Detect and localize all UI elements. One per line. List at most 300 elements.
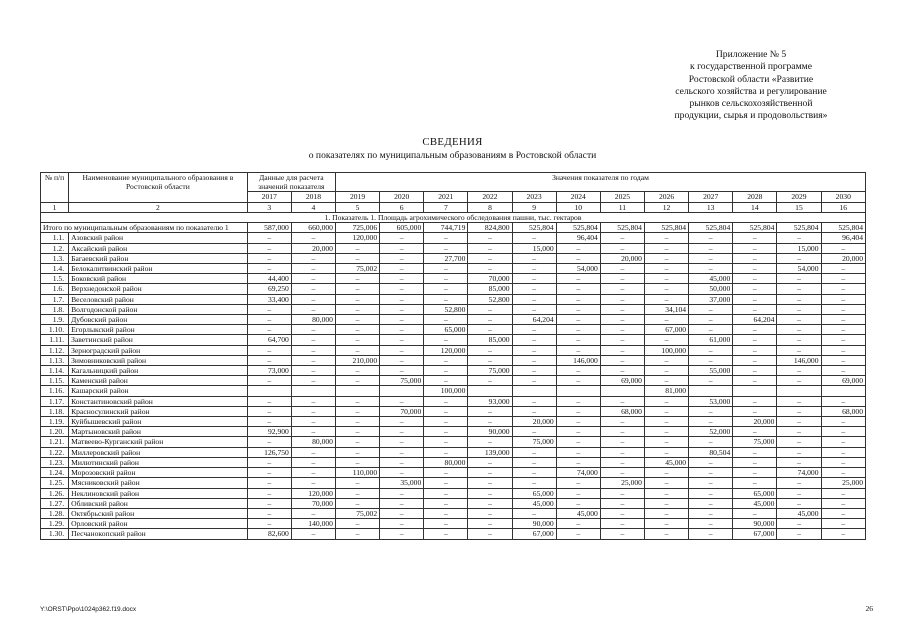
value-cell: – [247,345,291,355]
value-cell: – [644,427,688,437]
value-cell: 35,000 [380,478,424,488]
row-number: 1.22. [41,447,69,457]
value-cell: – [733,406,777,416]
value-cell: – [512,294,556,304]
table-row [41,396,866,406]
value-cell: – [733,304,777,314]
value-cell: – [733,508,777,518]
value-cell: – [689,355,733,365]
value-cell: – [468,345,512,355]
value-cell: – [380,325,424,335]
table-row [41,366,866,376]
table-row [41,253,866,263]
value-cell: – [468,417,512,427]
value-cell: – [600,498,644,508]
district-name: Красносулинский район [69,406,248,416]
value-cell: – [247,233,291,243]
value-cell: 34,104 [644,304,688,314]
value-cell: – [247,437,291,447]
value-cell: – [424,366,468,376]
value-cell: – [821,519,865,529]
value-cell: – [468,304,512,314]
year-header-cell: 2023 [512,192,556,202]
value-cell: – [291,284,335,294]
table-row [41,406,866,416]
value-cell: – [512,396,556,406]
value-cell: – [468,457,512,467]
value-cell: – [600,243,644,253]
value-cell: – [512,406,556,416]
value-cell: – [821,325,865,335]
value-cell: – [733,447,777,457]
row-number: 1.29. [41,519,69,529]
value-cell: – [468,468,512,478]
value-cell: – [512,274,556,284]
table-row [41,417,866,427]
value-cell: 100,000 [644,345,688,355]
district-name: Заветинский район [69,335,248,345]
value-cell: – [556,529,600,539]
value-cell: – [644,406,688,416]
value-cell: – [777,498,821,508]
value-cell: 139,000 [468,447,512,457]
value-cell: – [644,335,688,345]
column-number-cell: 3 [247,202,291,212]
value-cell: – [335,447,379,457]
value-cell: 55,000 [689,366,733,376]
value-cell: – [335,488,379,498]
value-cell: – [777,253,821,263]
value-cell: 64,700 [247,335,291,345]
value-cell: – [247,396,291,406]
column-number-cell: 7 [424,202,468,212]
value-cell: 68,000 [821,406,865,416]
year-header-cell: 2027 [689,192,733,202]
value-cell: – [777,315,821,325]
value-cell: – [644,366,688,376]
value-cell: – [380,243,424,253]
value-cell: – [644,468,688,478]
value-cell: – [733,468,777,478]
table-row [41,478,866,488]
value-cell: 52,000 [689,427,733,437]
value-cell: 93,000 [468,396,512,406]
value-cell: – [600,508,644,518]
value-cell: 75,000 [380,376,424,386]
value-cell [556,386,600,396]
district-name: Матвеево-Курганский район [69,437,248,447]
value-cell: – [468,325,512,335]
district-name: Зимовниковский район [69,355,248,365]
value-cell: – [512,478,556,488]
total-value-cell: 587,000 [247,223,291,233]
value-cell: 25,000 [821,478,865,488]
value-cell: – [380,233,424,243]
column-number-cell: 2 [69,202,248,212]
value-cell: – [512,376,556,386]
document-title: СВЕДЕНИЯ [422,136,483,148]
value-cell: – [424,355,468,365]
value-cell: – [733,243,777,253]
value-cell: – [380,284,424,294]
value-cell: – [556,406,600,416]
value-cell: 69,250 [247,284,291,294]
value-cell: – [468,519,512,529]
district-name: Боковский район [69,274,248,284]
value-cell: – [380,315,424,325]
page-number: 26 [865,604,873,613]
value-cell: 146,000 [556,355,600,365]
value-cell: 64,204 [512,315,556,325]
value-cell: – [247,376,291,386]
total-value-cell: 605,000 [380,223,424,233]
value-cell: 33,400 [247,294,291,304]
document-subtitle: о показателях по муниципальным образованиям в Ростовской области [308,150,597,161]
district-name: Миллеровский район [69,447,248,457]
value-cell: – [689,376,733,386]
value-cell: 61,000 [689,335,733,345]
value-cell: – [821,488,865,498]
value-cell: – [689,468,733,478]
value-cell: – [556,335,600,345]
value-cell: – [689,437,733,447]
value-cell: 15,000 [777,243,821,253]
value-cell: – [291,529,335,539]
appendix-line: Приложение № 5 [715,49,787,60]
value-cell: 82,600 [247,529,291,539]
value-cell: – [380,294,424,304]
value-cell: 75,002 [335,508,379,518]
table-row [41,315,866,325]
value-cell: – [380,253,424,263]
value-cell: – [689,406,733,416]
column-number-cell: 14 [733,202,777,212]
value-cell: – [777,345,821,355]
value-cell: – [821,529,865,539]
appendix-line: рынков сельскохозяйственной [689,98,813,110]
value-cell: – [600,284,644,294]
value-cell: – [556,396,600,406]
value-cell: – [556,284,600,294]
column-number-cell: 8 [468,202,512,212]
row-number: 1.8. [41,304,69,314]
value-cell: 20,000 [291,243,335,253]
value-cell: 65,000 [733,488,777,498]
value-cell: 80,504 [689,447,733,457]
row-number: 1.19. [41,417,69,427]
value-cell: – [644,478,688,488]
value-cell: – [468,355,512,365]
value-cell: – [689,264,733,274]
value-cell: – [291,274,335,284]
value-cell: – [777,406,821,416]
value-cell: – [247,406,291,416]
value-cell: – [335,478,379,488]
value-cell: – [424,284,468,294]
value-cell: 54,000 [777,264,821,274]
column-number-cell: 10 [556,202,600,212]
value-cell: – [335,498,379,508]
value-cell: – [380,468,424,478]
row-number: 1.10. [41,325,69,335]
value-cell: – [512,253,556,263]
value-cell: – [247,325,291,335]
value-cell: – [821,355,865,365]
value-cell: – [600,233,644,243]
value-cell: – [512,508,556,518]
value-cell: – [600,325,644,335]
value-cell: 90,000 [468,427,512,437]
section-title: 1. Показатель 1. Площадь агрохимического обследования пашни, тыс. гектаров [41,212,866,222]
value-cell: – [644,264,688,274]
district-name: Орловский район [69,519,248,529]
value-cell: 120,000 [335,233,379,243]
value-cell: – [424,529,468,539]
value-cell: 52,800 [424,304,468,314]
value-cell: 20,000 [600,253,644,263]
value-cell: – [512,447,556,457]
value-cell: – [380,427,424,437]
value-cell: – [600,529,644,539]
value-cell [777,386,821,396]
district-name: Дубовский район [69,315,248,325]
value-cell: – [821,447,865,457]
value-cell: – [644,498,688,508]
value-cell: – [556,417,600,427]
value-cell: – [644,355,688,365]
row-number: 1.18. [41,406,69,416]
row-number: 1.27. [41,498,69,508]
indicators-table [40,172,866,540]
table-row [41,447,866,457]
value-cell [291,386,335,396]
value-cell: – [777,233,821,243]
value-cell: – [821,264,865,274]
value-cell: – [556,304,600,314]
value-cell: – [512,304,556,314]
value-cell: 54,000 [556,264,600,274]
value-cell: – [644,253,688,263]
value-cell: – [512,233,556,243]
footer-file-path: Y:\ORST\Ppo\1024p362.f19.docx [40,606,137,613]
value-cell: – [380,396,424,406]
value-cell: – [468,478,512,488]
value-cell: – [777,335,821,345]
value-cell: 64,204 [733,315,777,325]
row-number: 1.12. [41,345,69,355]
district-name: Милютинский район [69,457,248,467]
value-cell: – [777,478,821,488]
row-number: 1.28. [41,508,69,518]
value-cell: – [468,315,512,325]
value-cell: – [380,366,424,376]
value-cell: – [512,457,556,467]
value-cell: 53,000 [689,396,733,406]
value-cell: – [247,355,291,365]
column-number-cell: 1 [41,202,69,212]
district-name: Куйбышевский район [69,417,248,427]
value-cell: – [600,488,644,498]
value-cell: – [556,253,600,263]
row-number: 1.24. [41,468,69,478]
value-cell: 74,000 [777,468,821,478]
value-cell: – [556,315,600,325]
value-cell: 45,000 [644,457,688,467]
value-cell [600,386,644,396]
value-cell: – [512,366,556,376]
value-cell: – [291,325,335,335]
value-cell: 140,000 [291,519,335,529]
row-number: 1.20. [41,427,69,437]
value-cell: 90,000 [733,519,777,529]
value-cell: – [600,519,644,529]
value-cell: – [291,264,335,274]
value-cell: 70,000 [291,498,335,508]
total-value-cell: 525,804 [733,223,777,233]
value-cell: 27,700 [424,253,468,263]
value-cell: 45,000 [512,498,556,508]
column-number-cell: 12 [644,202,688,212]
value-cell: – [644,447,688,457]
column-number-cell: 11 [600,202,644,212]
total-label: Итого по муниципальным образованиям по показателю 1 [41,223,248,233]
value-cell: – [291,457,335,467]
value-cell: – [689,253,733,263]
value-cell: – [247,488,291,498]
value-cell: – [291,468,335,478]
value-cell: – [644,417,688,427]
value-cell: – [556,498,600,508]
appendix-line: сельского хозяйства и регулирование [675,85,827,97]
value-cell: 96,404 [821,233,865,243]
value-cell: – [821,294,865,304]
value-cell: – [644,376,688,386]
value-cell: – [291,233,335,243]
value-cell: – [380,335,424,345]
value-cell: 15,000 [512,243,556,253]
value-cell: – [600,366,644,376]
value-cell: – [424,396,468,406]
table-row [41,345,866,355]
value-cell: – [821,437,865,447]
column-number-cell: 6 [380,202,424,212]
value-cell: – [777,529,821,539]
row-number: 1.1. [41,233,69,243]
district-name: Егорлыкский район [69,325,248,335]
value-cell: – [424,508,468,518]
year-header-cell: 2030 [821,192,865,202]
value-cell: 69,000 [821,376,865,386]
value-cell: – [644,284,688,294]
value-cell: 75,000 [512,437,556,447]
year-header-cell: 2018 [291,192,335,202]
value-cell: – [247,519,291,529]
value-cell: – [512,345,556,355]
value-cell: – [247,498,291,508]
value-cell: – [777,376,821,386]
value-cell: – [644,508,688,518]
value-cell: – [291,406,335,416]
value-cell: – [247,253,291,263]
value-cell: – [247,457,291,467]
table-row [41,519,866,529]
value-cell: – [821,417,865,427]
value-cell: 75,000 [733,437,777,447]
table-row [41,468,866,478]
value-cell: – [777,396,821,406]
value-cell: – [821,304,865,314]
value-cell: – [733,233,777,243]
row-number: 1.2. [41,243,69,253]
table-row [41,294,866,304]
value-cell: – [777,488,821,498]
value-cell: – [468,406,512,416]
value-cell: – [512,427,556,437]
column-number-cell: 15 [777,202,821,212]
value-cell: – [600,274,644,284]
header-values: Значения показателя по годам [335,173,865,192]
year-header-cell: 2028 [733,192,777,202]
value-cell: – [733,427,777,437]
value-cell: – [556,478,600,488]
value-cell: 25,000 [600,478,644,488]
district-name: Неклиновский район [69,488,248,498]
table-row [41,243,866,253]
total-value-cell: 525,804 [600,223,644,233]
value-cell: – [291,478,335,488]
value-cell: 70,000 [380,406,424,416]
value-cell: – [600,447,644,457]
value-cell: – [424,406,468,416]
value-cell: 92,900 [247,427,291,437]
value-cell: – [821,345,865,355]
value-cell: – [733,284,777,294]
district-name: Октябрьский район [69,508,248,518]
value-cell: – [777,447,821,457]
value-cell: 20,000 [733,417,777,427]
value-cell: – [733,396,777,406]
value-cell: – [512,325,556,335]
value-cell: – [424,315,468,325]
value-cell: – [468,376,512,386]
row-number: 1.16. [41,386,69,396]
value-cell: – [247,304,291,314]
value-cell: – [468,253,512,263]
value-cell: – [600,355,644,365]
row-number: 1.26. [41,488,69,498]
value-cell: – [424,468,468,478]
year-header-cell: 2022 [468,192,512,202]
value-cell: – [733,264,777,274]
value-cell: – [821,366,865,376]
value-cell: – [380,498,424,508]
value-cell: – [733,355,777,365]
value-cell: – [689,488,733,498]
value-cell: – [777,304,821,314]
value-cell: – [424,488,468,498]
value-cell: – [380,437,424,447]
column-number-cell: 13 [689,202,733,212]
value-cell: – [600,294,644,304]
value-cell: – [335,345,379,355]
value-cell: – [777,519,821,529]
table-row [41,488,866,498]
year-header-cell: 2019 [335,192,379,202]
value-cell: – [821,468,865,478]
value-cell: – [380,304,424,314]
value-cell: – [821,396,865,406]
column-number-cell: 4 [291,202,335,212]
